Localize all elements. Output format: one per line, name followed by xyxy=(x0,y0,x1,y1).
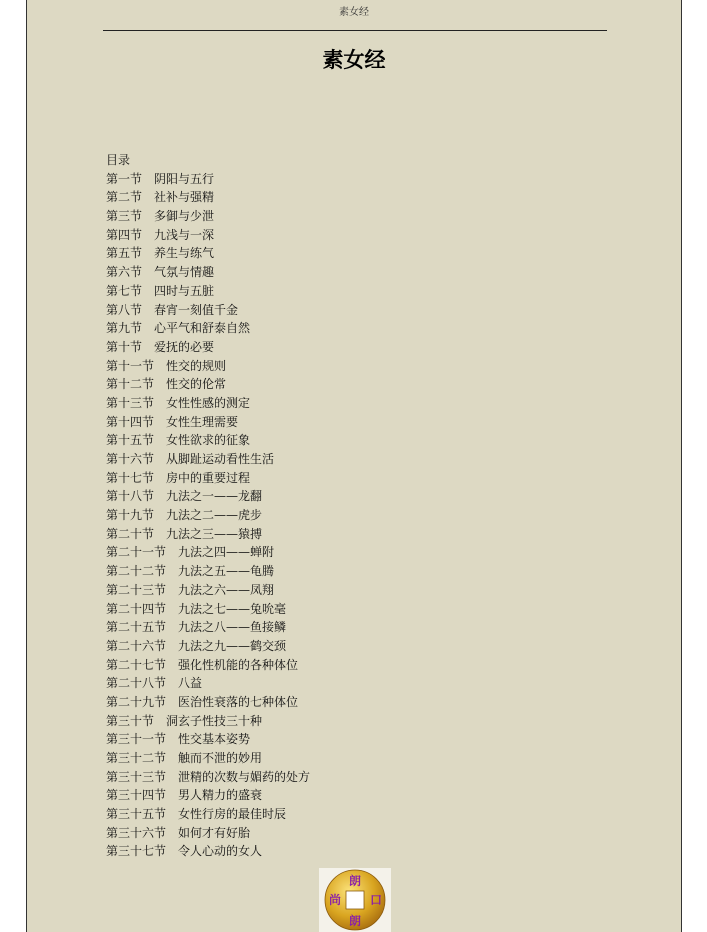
toc-item[interactable] xyxy=(106,263,310,282)
toc-item-spacer xyxy=(166,639,178,653)
toc-item[interactable] xyxy=(106,805,310,824)
toc-item-number: 第二节 xyxy=(106,190,143,205)
toc-item[interactable] xyxy=(106,226,310,245)
toc-item-title: 社补与强精 xyxy=(154,190,215,205)
toc-item-title: 阴阳与五行 xyxy=(154,171,215,186)
toc-item-title: 性交的规则 xyxy=(166,358,227,373)
toc-item-number: 第一节 xyxy=(106,171,143,186)
toc-item-title: 性交的伦常 xyxy=(166,377,227,392)
toc-item-title: 性交基本姿势 xyxy=(178,732,251,747)
toc-item-title: 九法之二——虎步 xyxy=(166,508,263,523)
toc-item[interactable] xyxy=(106,525,310,544)
toc-item-number: 第二十五节 xyxy=(106,620,167,635)
toc-item-spacer xyxy=(142,228,154,242)
toc-item[interactable] xyxy=(106,674,310,693)
toc-item[interactable] xyxy=(106,712,310,731)
toc-item-spacer xyxy=(154,471,166,485)
toc-item-title: 女性性感的测定 xyxy=(166,395,251,410)
toc-item-number: 第二十二节 xyxy=(106,564,167,579)
toc-item-title: 九法之四——蝉附 xyxy=(178,545,275,560)
toc-item[interactable] xyxy=(106,357,310,376)
toc-item-number: 第九节 xyxy=(106,321,143,336)
toc-item-spacer xyxy=(142,190,154,204)
toc-item-number: 第三十七节 xyxy=(106,844,167,859)
toc-item-spacer xyxy=(154,415,166,429)
logo-char-bottom: 朗 xyxy=(348,914,362,928)
toc-item-title: 气氛与情趣 xyxy=(154,265,215,280)
toc-item[interactable] xyxy=(106,413,310,432)
toc-item-title: 令人心动的女人 xyxy=(178,844,263,859)
toc-item-number: 第三十三节 xyxy=(106,769,167,784)
toc-item-number: 第三十五节 xyxy=(106,807,167,822)
toc-item-number: 第二十一节 xyxy=(106,545,167,560)
toc-item-title: 如何才有好胎 xyxy=(178,825,251,840)
toc-item-spacer xyxy=(166,844,178,858)
toc-item[interactable] xyxy=(106,431,310,450)
toc-item-spacer xyxy=(166,788,178,802)
toc-item-title: 九法之八——鱼接鳞 xyxy=(178,620,287,635)
toc-item-spacer xyxy=(154,527,166,541)
toc-item[interactable] xyxy=(106,656,310,675)
toc-item-title: 爱抚的必要 xyxy=(154,339,215,354)
toc-item-number: 第四节 xyxy=(106,227,143,242)
toc-item-number: 第三十六节 xyxy=(106,825,167,840)
toc-item-number: 第七节 xyxy=(106,283,143,298)
toc-item[interactable] xyxy=(106,487,310,506)
toc-item[interactable] xyxy=(106,749,310,768)
toc-item[interactable] xyxy=(106,506,310,525)
toc-item-number: 第十六节 xyxy=(106,452,155,466)
toc-item-number: 第二十四节 xyxy=(106,601,167,616)
toc-item[interactable] xyxy=(106,450,310,469)
toc-item-spacer xyxy=(166,695,178,709)
toc-item[interactable] xyxy=(106,244,310,263)
toc-item[interactable] xyxy=(106,768,310,787)
toc-item[interactable] xyxy=(106,301,310,320)
toc-item-number: 第十节 xyxy=(106,339,143,354)
toc-item-number: 第十二节 xyxy=(106,377,155,392)
toc-item[interactable] xyxy=(106,842,310,861)
page-title: 素女经 xyxy=(322,48,386,72)
toc-item-title: 医治性衰落的七种体位 xyxy=(178,694,299,709)
toc-item-number: 第十八节 xyxy=(106,489,155,504)
toc-item[interactable] xyxy=(106,581,310,600)
toc-item-number: 第五节 xyxy=(106,246,143,261)
toc-item-number: 第二十七节 xyxy=(106,657,167,672)
toc-item-title: 泄精的次数与媚药的处方 xyxy=(178,769,311,784)
toc-item-spacer xyxy=(154,489,166,503)
toc-item-title: 九法之三——猿搏 xyxy=(166,526,263,541)
toc-item-title: 强化性机能的各种体位 xyxy=(178,657,299,672)
toc-item[interactable] xyxy=(106,282,310,301)
running-header: 素女经 xyxy=(339,7,369,18)
toc-item-title: 九法之七——兔吮毫 xyxy=(178,601,287,616)
toc-item-number: 第十九节 xyxy=(106,508,155,523)
toc-item-number: 第二十八节 xyxy=(106,676,167,691)
toc-item[interactable] xyxy=(106,469,310,488)
coin-logo-icon xyxy=(319,868,391,932)
toc-item-number: 第十一节 xyxy=(106,358,155,373)
toc-item[interactable] xyxy=(106,375,310,394)
logo-char-right: 口 xyxy=(369,893,383,907)
toc-item[interactable] xyxy=(106,824,310,843)
toc-item[interactable] xyxy=(106,207,310,226)
toc-item-spacer xyxy=(166,732,178,746)
toc-heading: 目录 xyxy=(106,153,131,167)
toc-item-title: 房中的重要过程 xyxy=(166,470,251,485)
toc-item-number: 第六节 xyxy=(106,265,143,280)
toc-item-spacer xyxy=(142,284,154,298)
table-of-contents xyxy=(106,151,310,861)
toc-item-spacer xyxy=(154,508,166,522)
toc-item-spacer xyxy=(166,826,178,840)
toc-item-title: 九法之一——龙翻 xyxy=(166,489,263,504)
toc-list xyxy=(106,170,310,861)
toc-item[interactable] xyxy=(106,618,310,637)
toc-item[interactable] xyxy=(106,394,310,413)
toc-item-spacer xyxy=(166,564,178,578)
toc-item-number: 第三十四节 xyxy=(106,788,167,803)
toc-item-number: 第三节 xyxy=(106,209,143,224)
logo-char-left: 尚 xyxy=(328,893,342,907)
toc-item-spacer xyxy=(142,246,154,260)
toc-item[interactable] xyxy=(106,637,310,656)
toc-item-number: 第十三节 xyxy=(106,395,155,410)
toc-item-title: 九法之九——鹤交颈 xyxy=(178,638,287,653)
toc-item-title: 从脚趾运动看性生活 xyxy=(166,452,275,466)
toc-item-number: 第十七节 xyxy=(106,470,155,485)
toc-item-number: 第二十九节 xyxy=(106,694,167,709)
toc-item[interactable] xyxy=(106,319,310,338)
toc-item-title: 女性欲求的征象 xyxy=(166,433,251,448)
toc-item-title: 九法之五——龟腾 xyxy=(178,564,275,579)
toc-item-spacer xyxy=(166,583,178,597)
toc-item-title: 心平气和舒泰自然 xyxy=(154,321,251,336)
toc-item-spacer xyxy=(154,433,166,447)
toc-item-spacer xyxy=(142,321,154,335)
toc-item-spacer xyxy=(154,377,166,391)
toc-item-title: 四时与五脏 xyxy=(154,283,215,298)
toc-item-number: 第二十节 xyxy=(106,526,155,541)
toc-item[interactable] xyxy=(106,693,310,712)
toc-item-title: 春宵一刻值千金 xyxy=(154,302,239,317)
toc-item-spacer xyxy=(166,770,178,784)
toc-item-spacer xyxy=(166,658,178,672)
toc-item-title: 九浅与一深 xyxy=(154,227,215,242)
toc-item-spacer xyxy=(142,172,154,186)
toc-item[interactable] xyxy=(106,730,310,749)
toc-item-number: 第十五节 xyxy=(106,433,155,448)
toc-item-title: 八益 xyxy=(178,676,203,691)
toc-item[interactable] xyxy=(106,562,310,581)
toc-item-title: 女性生理需要 xyxy=(166,414,239,429)
toc-item-title: 九法之六——凤翔 xyxy=(178,582,275,597)
toc-item-spacer xyxy=(142,340,154,354)
toc-item[interactable] xyxy=(106,786,310,805)
toc-item[interactable] xyxy=(106,600,310,619)
toc-item-number: 第三十一节 xyxy=(106,732,167,747)
toc-item-number: 第八节 xyxy=(106,302,143,317)
toc-item-spacer xyxy=(142,303,154,317)
toc-item[interactable] xyxy=(106,543,310,562)
toc-item-number: 第二十三节 xyxy=(106,582,167,597)
toc-item-title: 触而不泄的妙用 xyxy=(178,751,263,765)
toc-item[interactable] xyxy=(106,338,310,357)
toc-item-spacer xyxy=(166,751,178,765)
logo-char-top: 朗 xyxy=(348,874,362,888)
toc-item-number: 第三十节 xyxy=(106,713,155,728)
toc-item[interactable] xyxy=(106,188,310,207)
toc-item-spacer xyxy=(142,265,154,279)
toc-item-number: 第三十二节 xyxy=(106,751,167,765)
document-page xyxy=(26,0,682,932)
toc-item-title: 养生与练气 xyxy=(154,246,215,261)
toc-item-spacer xyxy=(154,452,166,466)
publisher-logo xyxy=(319,868,391,932)
toc-item-title: 男人精力的盛衰 xyxy=(178,788,263,803)
toc-item-spacer xyxy=(142,209,154,223)
toc-item-spacer xyxy=(154,359,166,373)
toc-item-spacer xyxy=(166,807,178,821)
toc-item-number: 第十四节 xyxy=(106,414,155,429)
toc-item-spacer xyxy=(154,396,166,410)
toc-item-title: 洞玄子性技三十种 xyxy=(166,713,263,728)
toc-item-number: 第二十六节 xyxy=(106,638,167,653)
toc-item-spacer xyxy=(166,545,178,559)
header-divider xyxy=(103,30,607,31)
toc-item-spacer xyxy=(154,714,166,728)
toc-item-spacer xyxy=(166,676,178,690)
toc-item-title: 多御与少泄 xyxy=(154,209,215,224)
toc-item-spacer xyxy=(166,602,178,616)
toc-item-title: 女性行房的最佳时辰 xyxy=(178,807,287,822)
toc-item[interactable] xyxy=(106,170,310,189)
toc-item-spacer xyxy=(166,620,178,634)
